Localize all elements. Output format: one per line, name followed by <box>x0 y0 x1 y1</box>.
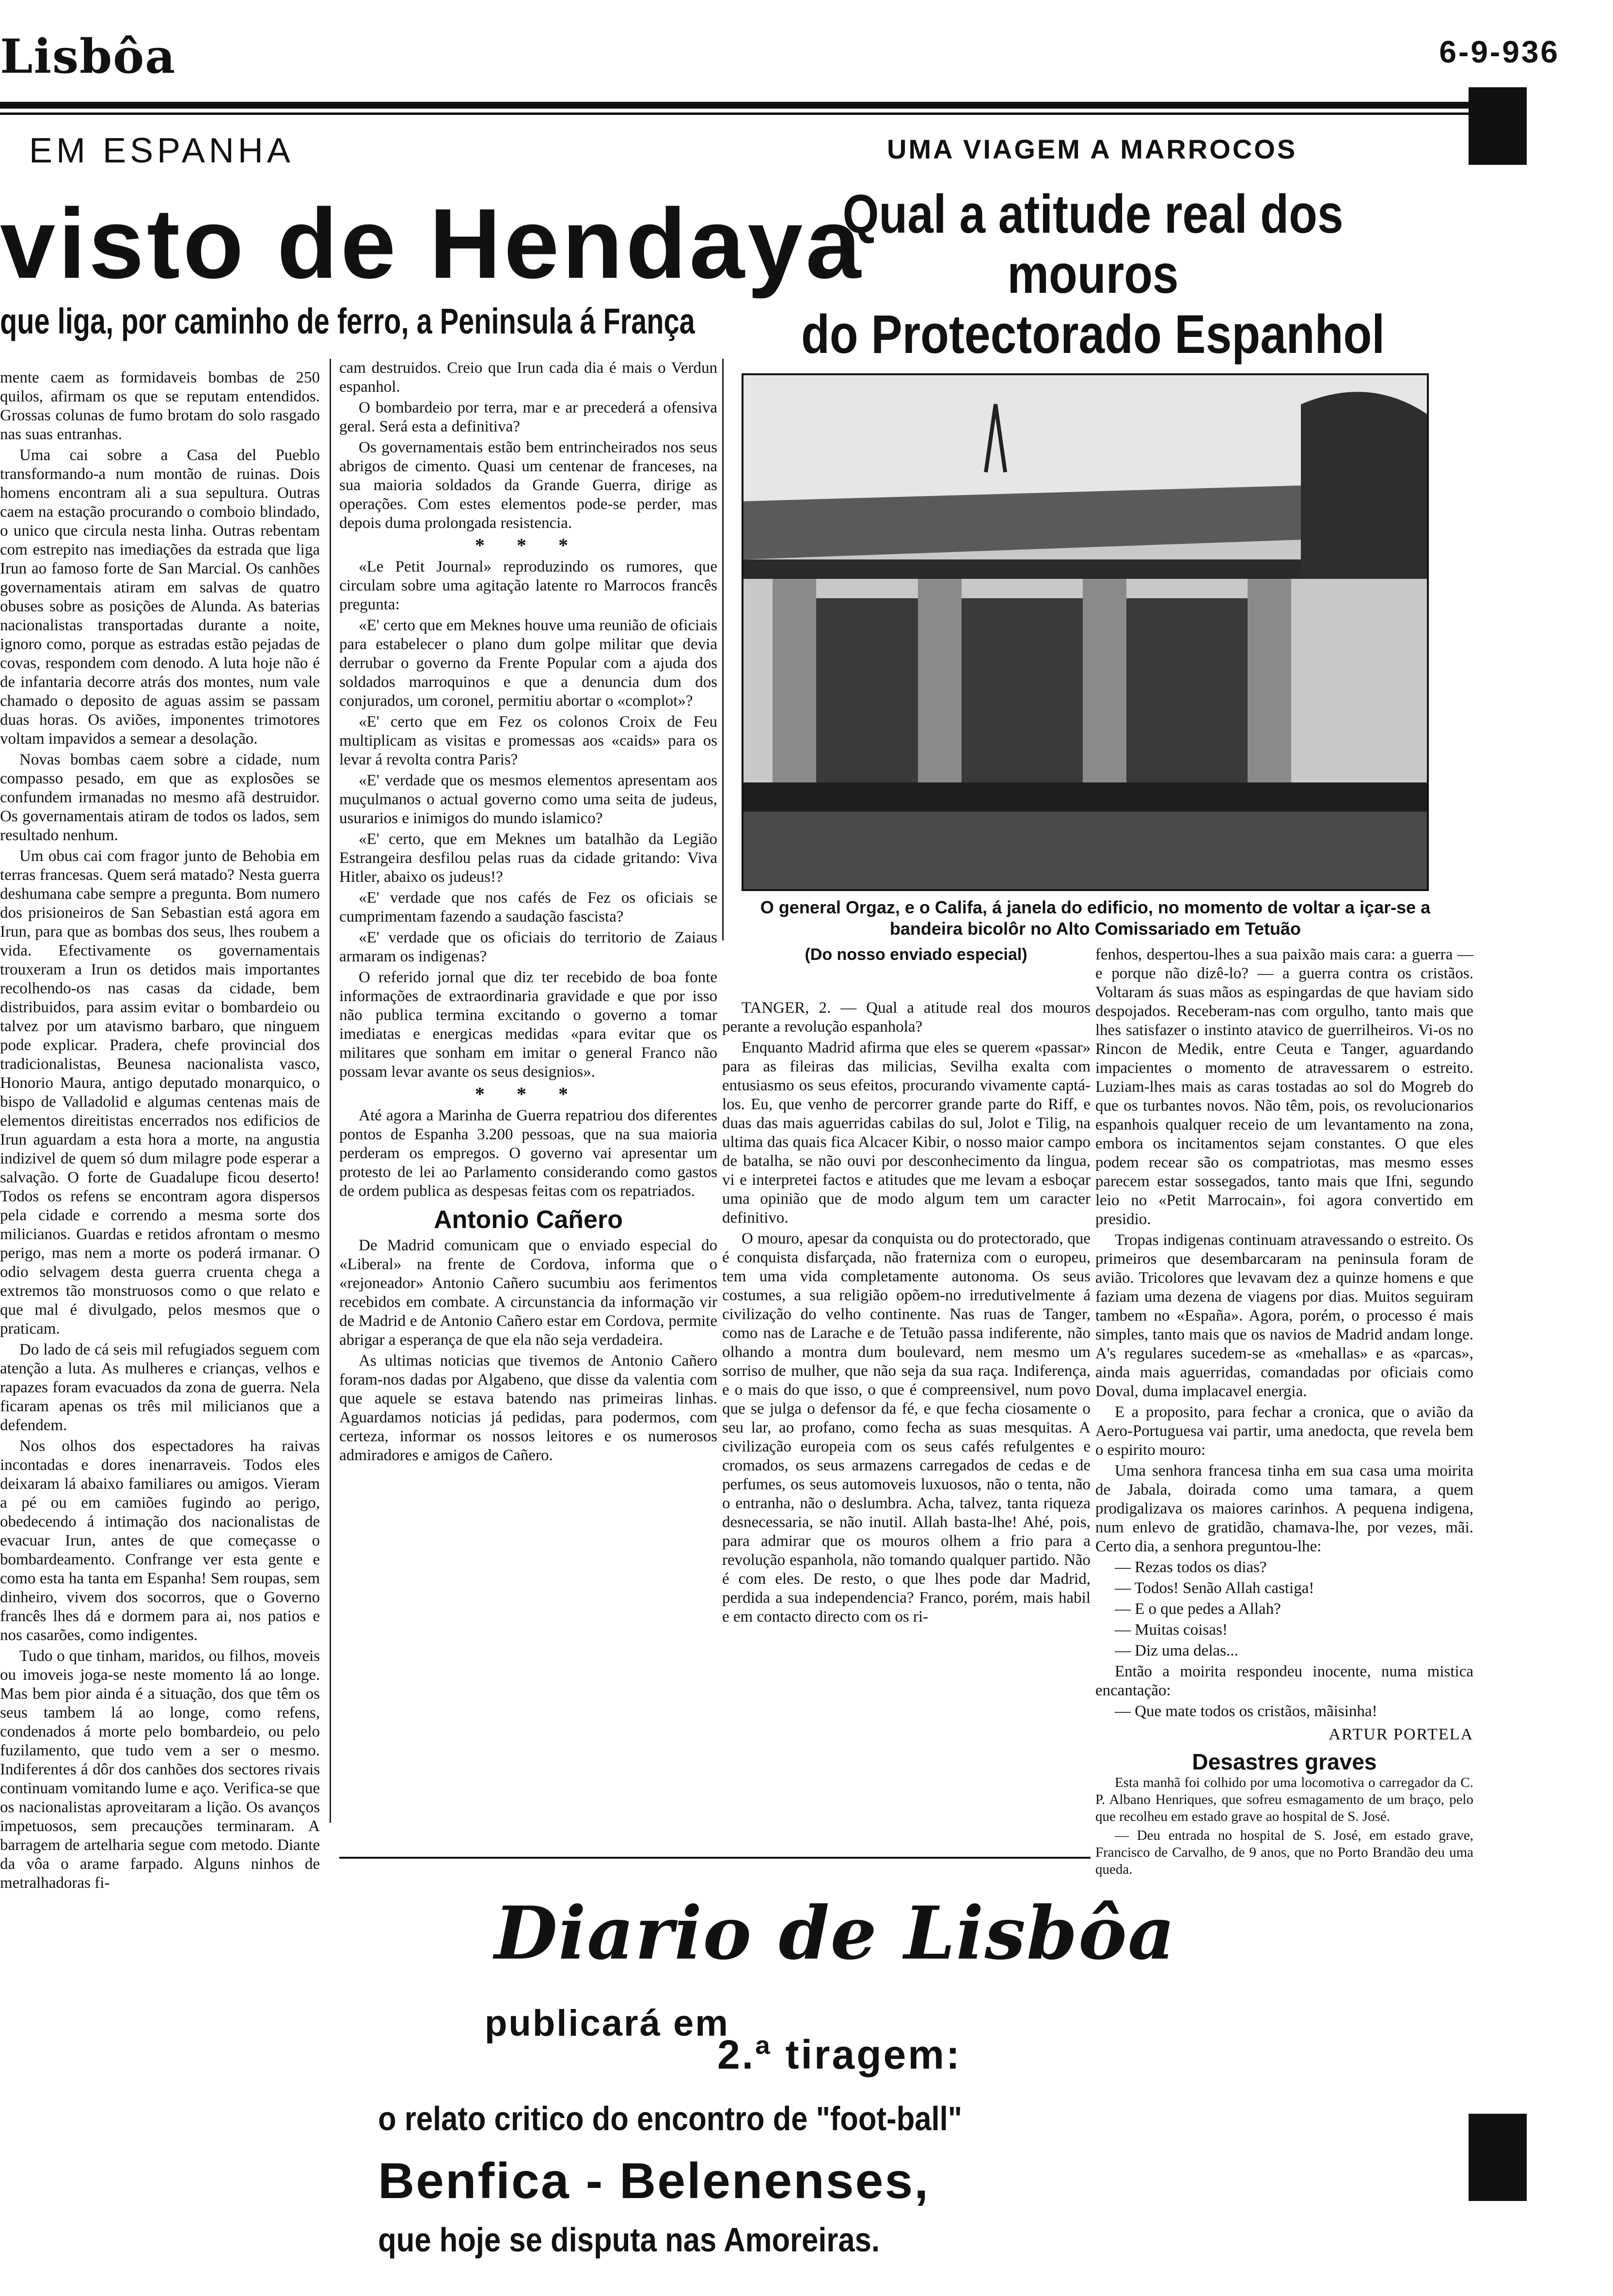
paragraph: «Le Petit Journal» reproduzindo os rumores, que circulam sobre uma agitação latente ro Marrocos francês pregunta: <box>339 558 717 613</box>
paragraph: Os governamentais estão bem entrincheirados nos seus abrigos de cimento. Quasi um centenar de franceses, na sua maioria soldados da Grande Guerra, dirige as operações. Com estes elementos pode-se perder, mas depois duma prolongada resistencia. <box>339 439 717 532</box>
dialogue-line: — Que mate todos os cristãos, mãisinha! <box>1115 1703 1377 1720</box>
paragraph: O referido jornal que diz ter recebido de boa fonte informações de extraordinaria gravidade e que por isso não publica termina excitando o governo a tomar imediatas e energicas medidas «para evitar que os militares que sonham em imitar o general Franco não possam levar avante os seus designios». <box>339 969 717 1081</box>
page-edge-mark <box>1469 87 1527 165</box>
section-separator-stars: * * * <box>475 534 582 556</box>
paragraph: «E' certo, que em Meknes um batalhão da Legião Estrangeira desfilou pelas ruas da cidade gritando: Viva Hitler, abaixo os judeus!? <box>339 830 717 886</box>
paragraph: E a proposito, para fechar a cronica, que o avião da Aero-Portuguesa vai partir, uma anedocta, que revela bem o espirito mouro: <box>1095 1403 1473 1459</box>
column-rule <box>722 359 724 941</box>
paragraph: TANGER, 2. — Qual a atitude real dos mouros perante a revolução espanhola? <box>722 999 1091 1036</box>
ad-top-rule <box>339 1857 1091 1859</box>
paragraph: «E' certo que em Meknes houve uma reunião de oficiais para estabelecer o plano dum golpe militar que devia derrubar o governo da Frente Popular com a ajuda dos soldados marroquinos e que a denuncia dum dos conjurados, um coronel, permitiu abortar o «complot»? <box>339 617 717 710</box>
paragraph: Uma cai sobre a Casa del Pueblo transformando-a num montão de ruinas. Dois homens encontram ali a sua sepultura. Outras caem na estação procurando o comboio blindado, o unico que circula nesta linha. Outras rebentam com estrepito nas imediações da estrada que liga Irun ao famoso forte de San Marcial. Os canhões governamentais atiram em salvas de quatro obuses sobre as posições de Alunda. As baterias nacionalistas transportadas durante a noite, ignoro como, porque as estradas estão pejadas de covas, respondem com denodo. A luta hoje não é de infantaria decorre atrás dos montes, num vale chamado o deposito de aguas assim se passam duas horas. Os aviões, imponentes trimotores voltam impavidos a semear a desolação. <box>0 446 320 748</box>
right-article-column-2 <box>1095 945 1473 1880</box>
paragraph: — Deu entrada no hospital de S. José, em estado grave, Francisco de Carvalho, de 9 anos, que no Porto Brandão deu uma queda. <box>1095 1828 1473 1877</box>
paragraph: O mouro, apesar da conquista ou do protectorado, que é conquista disfarçada, não fraterniza com o europeu, tem uma vida completamente autonoma. Os seus costumes, a sua religião opõem-no irredutivelmente á civilização do velho continente. Nas ruas de Tanger, como nas de Larache e de Tetuão passa indiferente, não olhando a montra dum boulevard, nem mesmo um sorriso de mulher, que não seja da sua raça. Indiferença, e o mais do que isso, o que é compreensivel, num povo que se julga o defensor da fé, e que fecha ciosamente o seu lar, ao profano, como fecha as suas mesquitas. A civilização europeia com os seus cafés refulgentes e cromados, os seus armazens carregados de cedas e de perfumes, os seus automoveis luxuosos, não o tenta, não o entranha, não o deslumbra. Acha, talvez, tanta riqueza desnecessaria, se não inutil. Allah basta-lhe! Ahé, pois, para admirar que os mouros olhem a frio para a revolução espanhola, não tomando qualquer partido. Não é com eles. De resto, o que lhes pode dar Madrid, perdida a sua independencia? Franco, porém, mais habil e em contacto directo com os ri- <box>722 1230 1091 1626</box>
paragraph: Então a moirita respondeu inocente, numa mistica encantação: <box>1095 1663 1473 1699</box>
paragraph: fenhos, despertou-lhes a sua paixão mais cara: a guerra — e porque não dizê-lo? — a guerra contra os cristãos. Voltaram ás suas mãos as espingardas de que haviam sido despojados. Receberam-nas com orgulho, tanto mais que lhes satisfazer o instinto atavico de guerrilheiros. Vi-os no Rincon de Medik, entre Ceuta e Tanger, aguardando impacientes o momento de atravessarem o estreito. Luziam-lhes mais as caras tostadas ao sol do Mogreb do que os turbantes novos. Não têm, pois, os revolucionarios espanhois qualquer receio de um levantamento na zona, embora os incitamentos sejam constantes. O que eles podem recear são os compatriotas, mas mesmo esses parecem estar sossegados, tanto mais que Ifni, segundo leio no «Petit Marrocain», foi agora convertido em presidio. <box>1095 946 1473 1228</box>
paragraph: «E' certo que em Fez os colonos Croix de Feu multiplicam as visitas e promessas aos «caids» para os levar á revolta contra Paris? <box>339 713 717 768</box>
building-balcony-photo <box>743 375 1427 889</box>
paragraph: O bombardeio por terra, mar e ar precederá a ofensiva geral. Será esta a definitiva? <box>339 399 717 435</box>
left-article-column-1 <box>0 368 320 1895</box>
right-kicker: UMA VIAGEM A MARROCOS <box>887 134 1297 164</box>
paragraph: Tropas indigenas continuam atravessando o estreito. Os primeiros que desembarcaram na peninsula foram de avião. Tricolores que levavam dez a quinze homens e que faziam uma dezena de viagens por dias. Muitos seguiram tambem no «España». Agora, porém, o processo é mais simples, tanto mais que os navios de Madrid andam longe. A's regulares sucedem-se as «mehallas» e as «parcas», ainda mais aguerridas, comandadas por oficiais como Doval, duma implacavel energia. <box>1095 1231 1473 1400</box>
top-rule <box>0 102 1488 109</box>
ad-line: publicará em <box>485 2003 729 2044</box>
left-subheadline: que liga, por caminho de ferro, a Peninsula á França <box>0 301 695 341</box>
photo-caption: O general Orgaz, e o Califa, á janela do edificio, no momento de voltar a içar-se a bandeira bicolôr no Alto Comissariado em Tetuão <box>760 897 1431 939</box>
ad-line: 2.ª tiragem: <box>717 2032 962 2077</box>
left-article-column-2 <box>339 359 717 1467</box>
top-rule-thin <box>0 112 1488 115</box>
news-photo <box>742 373 1429 891</box>
section-separator-stars: * * * <box>475 1083 582 1105</box>
author-byline: ARTUR PORTELA <box>1328 1725 1473 1743</box>
paragraph: Tudo o que tinham, maridos, ou filhos, moveis ou imoveis joga-se neste momento lá ao longe. Mas bem pior ainda é a situação, dos que têm os seus tambem lá ao longe, como refens, condenados á morte pelo bombardeio, ou pelo fuzilamento, que tudo vem a ser o mesmo. Indiferentes á dôr dos canhões dos sectores rivais continuam vomitando lume e aço. Verifica-se que os nacionalistas aproveitaram a lição. Os avanços impetuosos, sem precauções terminaram. A barragem de artelharia segue com metodo. Diante da vôa o arame farpado. Alguns ninhos de metralhadoras fi- <box>0 1647 320 1892</box>
right-headline-line: do Protectorado Espanhol <box>801 304 1385 365</box>
paragraph: Um obus cai com fragor junto de Behobia em terras francesas. Quem será matado? Nesta guerra deshumana cabe sempre a pregunta. Bom numero dos prisioneiros de San Sebastian está agora em Irun, para que as bombas dos seus, lhes roubem a vida. Efectivamente os governamentais trouxeram a Irun os detidos mais importantes recolhendo-os nas casas da cidade, bem distribuidos, para assim evitar o bombardeio ou talvez por um atavismo barbaro, que ninguem pode explicar. Pradera, chefe provincial dos tradicionalistas, Beunesa nacionalista vasco, Honorio Maura, antigo deputado monarquico, o bispo de Valladolid e algumas centenas mais de elementos direitistas encerrados nos edificios de Irun aguardam a esta hora a morte, na angustia indizivel de quem só dum milagre pode esperar a salvação. O forte de Guadalupe ficou deserto! Todos os refens se encontram agora dispersos pela cidade e correndo a mesma sorte dos milicianos. Guardas e retidos afrontam o mesmo perigo, mas nem a morte os poderá irmanar. O odio selvagem desta guerra cruenta chega a extremos tão monstruosos como o que relato e que mal é divulgado, pelos mesmos que o praticam. <box>0 847 320 1338</box>
paragraph: Novas bombas caem sobre a cidade, num compasso pesado, em que as explosões se confundem irmanadas no mesmo afã destruidor. Os governamentais atiram de todos os lados, sem resultado nenhum. <box>0 751 320 844</box>
paragraph: «E' verdade que nos cafés de Fez os oficiais se cumprimentam fazendo a saudação fascista? <box>339 889 717 925</box>
paragraph: Do lado de cá seis mil refugiados seguem com atenção a luta. As mulheres e crianças, velhos e rapazes foram evacuados da zona de guerra. Nela ficaram apenas os três mil milicianos que a defendem. <box>0 1341 320 1434</box>
masthead-date: 6-9-936 <box>1439 34 1560 69</box>
paragraph: As ultimas noticias que tivemos de Antonio Cañero foram-nos dadas por Algabeno, que disse da valentia com que aquele se estava batendo nas primeiras linhas. Aguardamos noticias já pedidas, para podermos, com certeza, informar os nossos leitores e os numerosos admiradores e amigos de Cañero. <box>339 1352 717 1464</box>
paragraph: Enquanto Madrid afirma que eles se querem «passar» para as fileiras das milicias, Sevilha exalta com entusiasmo os seus efeitos, procurando vivamente captá-los. Eu, que venho de percorrer grande parte do Riff, e duas das mais aguerridas cabilas do sul, Jolot e Tilig, na ultima das quais fica Alcacer Kibir, o nosso maior campo de batalha, se não ouvi por desconhecimento da lingua, vi e interpretei factos e atitudes que me levam a esboçar uma opinião que de modo algum tem um caracter definitivo. <box>722 1039 1091 1227</box>
paragraph: Esta manhã foi colhido por uma locomotiva o carregador da C. P. Albano Henriques, que sofreu esmagamento de um braço, pelo que recolheu em estado grave ao hospital de S. José. <box>1095 1775 1473 1824</box>
ad-logo: Diario de Lisbôa <box>494 1891 1176 1976</box>
paragraph: «E' verdade que os mesmos elementos apresentam aos muçulmanos o actual governo como uma seita de judeus, usurarios e inimigos do mundo islamico? <box>339 772 717 827</box>
paragraph: cam destruidos. Creio que Irun cada dia é mais o Verdun espanhol. <box>339 359 717 396</box>
right-article-column-1 <box>722 974 1091 1628</box>
paragraph: mente caem as formidaveis bombas de 250 quilos, afirmam os que se reputam entendidos. Grossas colunas de fumo brotam do solo rasgado nas suas entranhas. <box>0 369 320 443</box>
ad-line: o relato critico do encontro de "foot-ball" <box>378 2100 962 2137</box>
paragraph: Nos olhos dos espectadores ha raivas incontadas e dores inenarraveis. Todos eles deixaram lá abaixo familiares ou amigos. Vieram a pé ou em camiões fugindo ao perigo, obedecendo á intimação dos nacionalistas de evacuar Irun, antes de que começasse o bombardeamento. Confrange ver esta gente e como esta ha tanta em Espanha! Sem roupas, sem dinheiro, vivem dos socorros, que o Governo francês lhes dá e dormem para ai, nos patios e nos casarões, como indigentes. <box>0 1437 320 1644</box>
column-rule <box>330 359 331 1823</box>
section-title: EM ESPANHA <box>29 131 294 170</box>
ad-line: que hoje se disputa nas Amoreiras. <box>378 2221 880 2259</box>
dialogue-line: — Todos! Senão Allah castiga! <box>1115 1579 1314 1597</box>
masthead-name: Lisbôa <box>0 29 176 84</box>
dialogue-line: — Diz uma delas... <box>1115 1642 1238 1659</box>
ad-line: Benfica - Belenenses, <box>378 2153 930 2209</box>
paragraph: Até agora a Marinha de Guerra repatriou dos diferentes pontos de Espanha 3.200 pessoas, que na sua maioria perderam os empregos. O governo vai apresentar um protesto de lei ao Parlamento considerando como gastos de ordem publica as despesas feitas com os repatriados. <box>339 1107 717 1200</box>
dialogue-line: — E o que pedes a Allah? <box>1115 1600 1281 1618</box>
left-headline: visto de Hendaya <box>0 188 864 299</box>
paragraph: Uma senhora francesa tinha em sua casa uma moirita de Jabala, doirada como uma tamara, a quem prodigalizava os maiores carinhos. A pequena indigena, num enlevo de gratidão, chamava-lhe, por vezes, mãi. Certo dia, a senhora preguntou-lhe: <box>1095 1462 1473 1555</box>
paragraph: «E' verdade que os oficiais do territorio de Zaiaus armaram os indigenas? <box>339 929 717 965</box>
dialogue-line: — Muitas coisas! <box>1115 1621 1228 1639</box>
desastres-title: Desastres graves <box>1192 1749 1377 1774</box>
envoy-credit: (Do nosso enviado especial) <box>805 945 1028 964</box>
dialogue-line: — Rezas todos os dias? <box>1115 1559 1267 1576</box>
canero-title: Antonio Cañero <box>434 1206 623 1234</box>
paragraph: De Madrid comunicam que o enviado especial do «Liberal» na frente de Cordova, informa que o «rejoneador» Antonio Cañero sucumbiu aos ferimentos recebidos em combate. A circunstancia da informação vir de Madrid e de Antonio Cañero estar em Cordova, permite abrigar a esperança de que ela não seja verdadeira. <box>339 1237 717 1349</box>
right-headline-line: Qual a atitude real dos mouros <box>842 184 1344 304</box>
page-edge-mark-bottom <box>1469 2114 1527 2201</box>
